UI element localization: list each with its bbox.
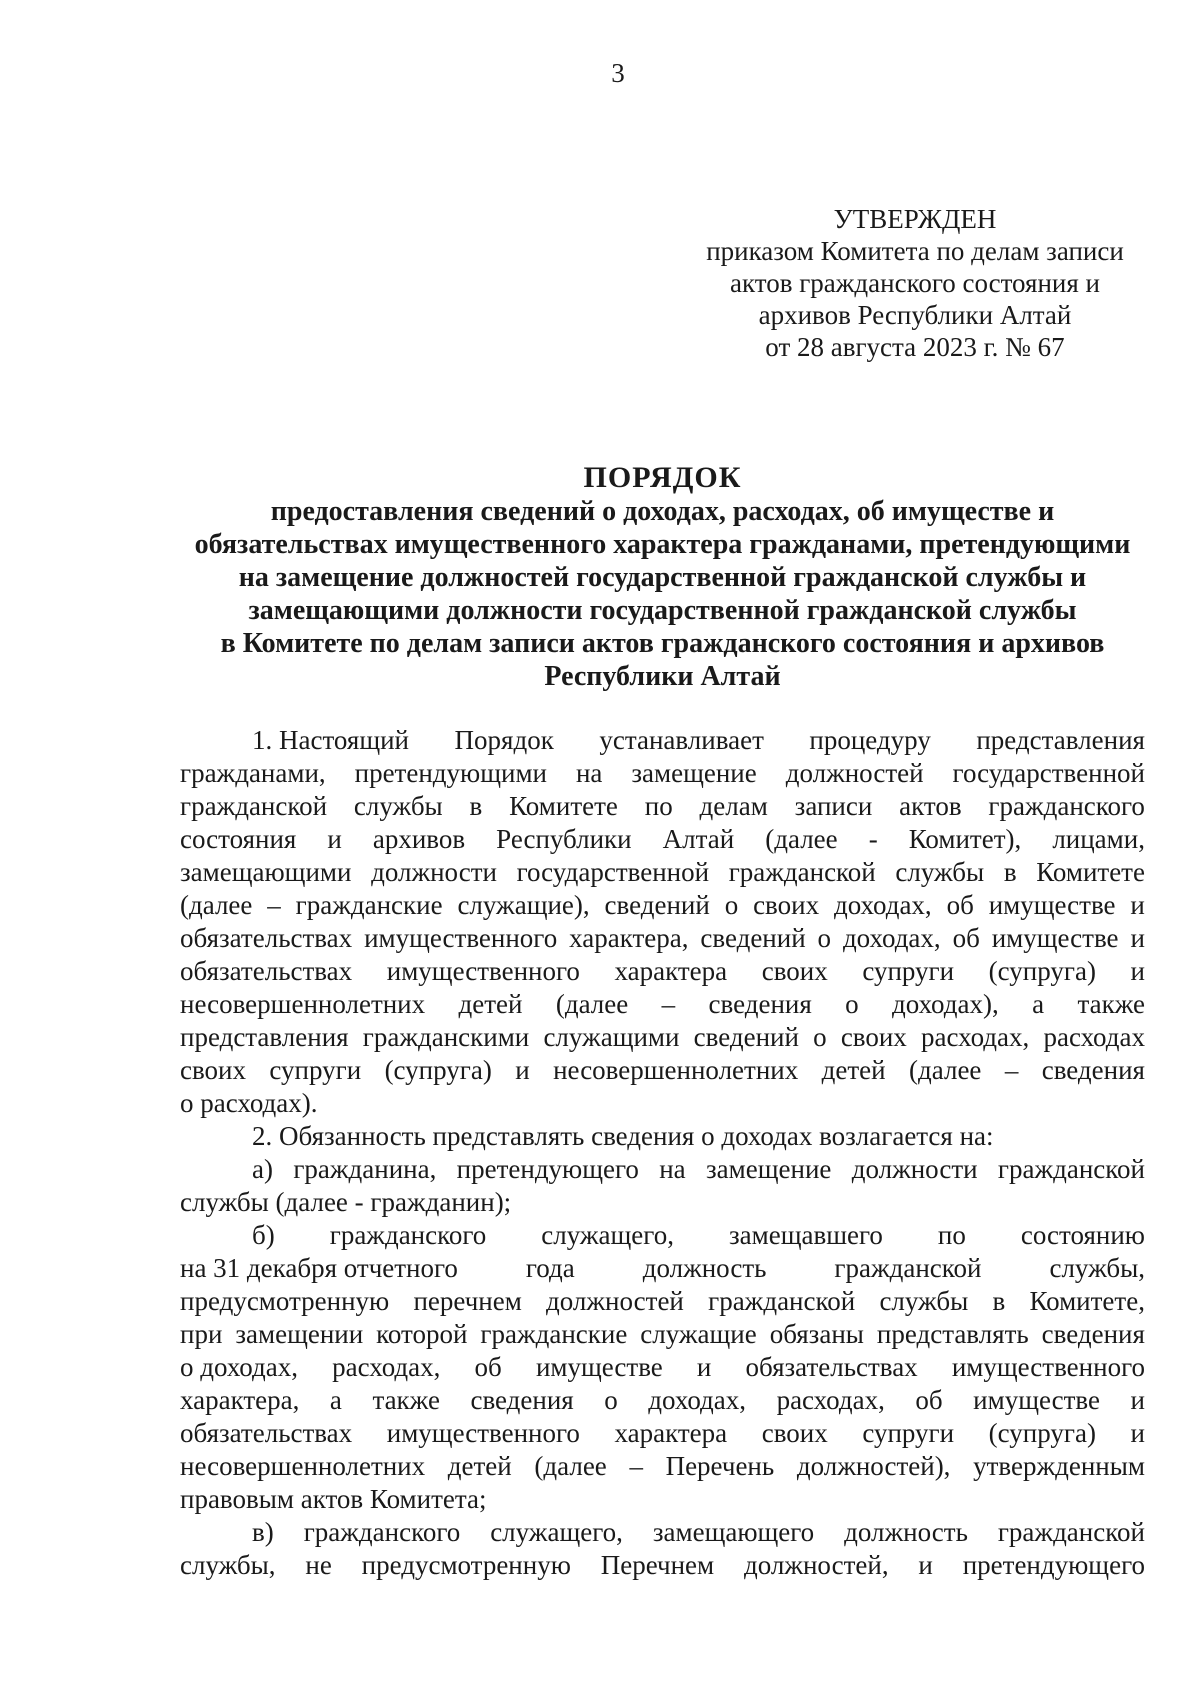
body-word: супруги: [862, 1418, 955, 1448]
body-word: супруги: [269, 1055, 362, 1085]
body-word: гражданские: [295, 890, 443, 920]
body-word: перечнем: [413, 1286, 522, 1316]
body-word: –: [629, 1451, 643, 1481]
body-word: на: [575, 758, 603, 788]
body-word: служащего,: [490, 1517, 623, 1547]
body-word: претендующими: [354, 758, 547, 788]
body-line: [180, 1120, 1145, 1153]
body-word: расходах: [1043, 1022, 1145, 1052]
body-word: при: [180, 1319, 223, 1349]
body-word: обязаны: [769, 1319, 864, 1349]
body-word: Алтай: [662, 824, 735, 854]
body-word: должность: [844, 1517, 968, 1547]
body-word: гражданского: [329, 1220, 487, 1250]
document-title: [180, 461, 1145, 693]
body-word: Комитете,: [1029, 1286, 1145, 1316]
body-word: должность: [642, 1253, 767, 1283]
body-word: доходах,: [833, 890, 932, 920]
title-line: замещающими должности государственной гражданской службы: [248, 595, 1077, 626]
body-line: [180, 1417, 1145, 1450]
body-word: и: [1130, 890, 1145, 920]
approval-line: от 28 августа 2023 г. № 67: [765, 332, 1065, 362]
body-word: (супруга): [384, 1055, 492, 1085]
body-word: претендующего: [962, 1550, 1145, 1580]
body-word: государственной: [952, 758, 1145, 788]
body-word: замещающего: [652, 1517, 815, 1547]
body-word: процедуру: [809, 725, 931, 755]
body-line: [180, 988, 1145, 1021]
body-line: [180, 1021, 1145, 1054]
approval-line: актов гражданского состояния и: [730, 268, 1100, 298]
body-word: утвержденным: [973, 1451, 1145, 1481]
body-word: –: [661, 989, 676, 1019]
body-line: [180, 1252, 1145, 1285]
body-word: об: [952, 923, 980, 953]
body-word: должностей),: [796, 1451, 951, 1481]
body-word: лицами,: [1052, 824, 1145, 854]
body-word: сведений: [693, 1022, 799, 1052]
body-word: замещении: [235, 1319, 364, 1349]
body-word: –: [1004, 1055, 1019, 1085]
body-line: [180, 922, 1145, 955]
body-word: гражданской: [997, 1154, 1145, 1184]
body-word: служащими: [543, 1022, 680, 1052]
approval-line: приказом Комитета по делам записи: [706, 236, 1124, 266]
body-word: своих: [840, 1022, 907, 1052]
body-word: представлять: [876, 1319, 1029, 1349]
body-word: гражданского: [988, 791, 1145, 821]
body-word: и: [1130, 1418, 1145, 1448]
body-word: (далее: [534, 1451, 607, 1481]
body-word: службы: [353, 791, 443, 821]
body-word: (далее: [765, 824, 838, 854]
body-word: претендующего: [456, 1154, 639, 1184]
body-word: о: [604, 1385, 618, 1415]
title-line: в Комитете по делам записи актов гражданского состояния и архивов: [220, 628, 1105, 659]
body-word: сведения: [470, 1385, 574, 1415]
body-word: детей: [458, 989, 523, 1019]
body-word: своих: [761, 1418, 828, 1448]
body-word: замещение: [631, 758, 757, 788]
body-word: Порядок: [454, 725, 554, 755]
body-word: доходах),: [892, 989, 999, 1019]
body-word: гражданской: [180, 791, 328, 821]
body-word: обязательствах: [180, 1418, 353, 1448]
body-word: и: [1130, 1385, 1145, 1415]
body-word: также: [372, 1385, 440, 1415]
body-word: представления: [180, 1022, 349, 1052]
title-line: на замещение должностей государственной гражданской службы и: [238, 562, 1087, 593]
body-word: в: [1003, 857, 1017, 887]
body-word: в): [252, 1517, 274, 1547]
body-word: а: [1032, 989, 1045, 1019]
body-word: детей: [447, 1451, 512, 1481]
body-word: года: [525, 1253, 575, 1283]
body-line: [180, 1054, 1145, 1087]
body-word: гражданами,: [180, 758, 326, 788]
body-word: служащие: [640, 1319, 757, 1349]
body-word: о: [813, 1022, 827, 1052]
body-word: и: [1130, 956, 1145, 986]
body-word: несовершеннолетних: [180, 989, 426, 1019]
body-word: своих: [761, 956, 828, 986]
body-word: делам: [699, 791, 768, 821]
body-word: несовершеннолетних: [553, 1055, 799, 1085]
body-word: имуществе: [535, 1352, 663, 1382]
body-word: состоянию: [1020, 1220, 1145, 1250]
body-word: характера: [614, 956, 728, 986]
body-line: [180, 724, 1145, 757]
body-word: должностей: [785, 758, 924, 788]
body-word: в: [469, 791, 483, 821]
approval-line: архивов Республики Алтай: [758, 300, 1072, 330]
body-word: имущественного: [364, 923, 558, 953]
body-word: Перечнем: [600, 1550, 715, 1580]
body-word: (далее: [555, 989, 629, 1019]
body-line: [180, 1087, 1145, 1120]
body-word: сведения: [708, 989, 812, 1019]
body-word: доходах,: [842, 923, 941, 953]
body-word: а: [329, 1385, 342, 1415]
body-word: должностей: [546, 1286, 684, 1316]
body-word: сведений: [700, 923, 806, 953]
body-line: [180, 1384, 1145, 1417]
body-word: и: [327, 824, 342, 854]
body-word: своих: [753, 890, 820, 920]
body-word: гражданскими: [362, 1022, 530, 1052]
body-word: расходах,: [776, 1385, 885, 1415]
approval-line: УТВЕРЖДЕН: [833, 204, 997, 234]
body-line: [180, 790, 1145, 823]
body-word: служащие),: [457, 890, 590, 920]
title-line: обязательствах имущественного характера гражданами, претендующими: [194, 529, 1131, 560]
body-word: представления: [976, 725, 1145, 755]
body-word: расходах,: [332, 1352, 441, 1382]
body-word: об: [474, 1352, 502, 1382]
body-word: (далее: [909, 1055, 982, 1085]
title-heading: ПОРЯДОК: [583, 461, 742, 494]
body-word: замещающими: [180, 857, 352, 887]
body-word: устанавливает: [599, 725, 764, 755]
body-word: должности: [851, 1154, 978, 1184]
body-line: [180, 1153, 1145, 1186]
body-line: [180, 1285, 1145, 1318]
title-line: предоставления сведений о доходах, расходах, об имуществе и: [270, 496, 1055, 527]
body-word: Комитете: [509, 791, 618, 821]
body-word: службы,: [1049, 1253, 1145, 1283]
body-word: Комитете: [1036, 857, 1145, 887]
body-word: характера: [614, 1418, 728, 1448]
body-word: о: [817, 923, 832, 953]
body-word: замещение: [706, 1154, 832, 1184]
body-word: об: [946, 890, 974, 920]
body-word: служащего,: [541, 1220, 674, 1250]
body-word: о: [724, 890, 739, 920]
page-number: 3: [611, 58, 625, 88]
body-word: о доходах,: [180, 1352, 298, 1382]
body-word: гражданской: [834, 1253, 982, 1283]
body-word: имуществе: [991, 923, 1119, 953]
body-word: супруги: [862, 956, 955, 986]
body-word: службы,: [180, 1550, 276, 1580]
body-word: -: [868, 824, 878, 854]
body-word: Комитет),: [908, 824, 1022, 854]
body-word: (супруга): [988, 956, 1096, 986]
body-line: [180, 1483, 1145, 1516]
body-word: службы: [879, 1286, 969, 1316]
body-word: предусмотренную: [180, 1286, 390, 1316]
approval-block: [690, 203, 1140, 363]
body-text: [180, 724, 1145, 1582]
body-word: (супруга): [988, 1418, 1096, 1448]
body-word: имущественного: [386, 1418, 580, 1448]
body-word: характера,: [569, 923, 689, 953]
body-line: [180, 889, 1145, 922]
body-word: 2. Обязанность представлять сведения о доходах возлагается на:: [252, 1121, 994, 1151]
body-word: а): [252, 1154, 273, 1184]
body-word: обязательствах: [180, 956, 353, 986]
body-word: имуществе: [973, 1385, 1100, 1415]
body-word: своих: [180, 1055, 246, 1085]
body-word: гражданские: [480, 1319, 628, 1349]
body-word: о расходах).: [180, 1088, 318, 1118]
body-line: [180, 1318, 1145, 1351]
title-line: Республики Алтай: [544, 661, 781, 692]
body-word: на: [659, 1154, 686, 1184]
body-word: государственной: [516, 857, 710, 887]
body-word: характера,: [180, 1385, 300, 1415]
body-word: б): [252, 1220, 275, 1250]
body-word: в: [992, 1286, 1006, 1316]
body-word: и: [918, 1550, 933, 1580]
body-word: об: [915, 1385, 943, 1415]
body-line: [180, 1516, 1145, 1549]
body-line: [180, 1186, 1145, 1219]
body-word: гражданского: [303, 1517, 461, 1547]
body-line: [180, 757, 1145, 790]
body-word: имущественного: [951, 1352, 1145, 1382]
body-word: которой: [376, 1319, 468, 1349]
body-word: гражданской: [728, 857, 876, 887]
body-line: [180, 856, 1145, 889]
body-word: расходах,: [921, 1022, 1030, 1052]
body-word: 1. Настоящий: [252, 725, 410, 755]
body-word: по: [937, 1220, 966, 1250]
body-word: состояния: [180, 824, 297, 854]
body-word: на 31 декабря отчетного: [180, 1253, 458, 1283]
body-word: должностей,: [743, 1550, 889, 1580]
body-word: по: [644, 791, 673, 821]
body-word: обязательствах: [745, 1352, 918, 1382]
body-word: Перечень: [665, 1451, 775, 1481]
body-line: [180, 1351, 1145, 1384]
body-word: замещавшего: [728, 1220, 883, 1250]
body-word: имуществе: [988, 890, 1116, 920]
body-word: службы: [895, 857, 985, 887]
body-word: имущественного: [386, 956, 580, 986]
body-word: и: [515, 1055, 530, 1085]
body-word: гражданской: [708, 1286, 856, 1316]
body-word: службы (далее - гражданин);: [180, 1187, 512, 1217]
body-word: должности: [371, 857, 497, 887]
body-word: гражданской: [997, 1517, 1145, 1547]
body-word: и: [1130, 923, 1145, 953]
body-word: актов: [899, 791, 962, 821]
body-line: [180, 1450, 1145, 1483]
body-line: [180, 1549, 1145, 1582]
body-word: детей: [821, 1055, 886, 1085]
body-word: сведения: [1041, 1055, 1145, 1085]
body-word: правовым актов Комитета;: [180, 1484, 487, 1514]
body-word: сведения: [1041, 1319, 1145, 1349]
body-line: [180, 1219, 1145, 1252]
body-word: о: [845, 989, 859, 1019]
body-line: [180, 955, 1145, 988]
body-word: обязательствах: [180, 923, 353, 953]
body-word: гражданина,: [293, 1154, 437, 1184]
body-word: доходах,: [648, 1385, 747, 1415]
body-word: архивов: [372, 824, 466, 854]
body-word: также: [1077, 989, 1145, 1019]
body-word: не: [305, 1550, 332, 1580]
body-word: –: [267, 890, 281, 920]
body-word: и: [696, 1352, 712, 1382]
body-word: несовершеннолетних: [180, 1451, 426, 1481]
body-word: (далее: [180, 890, 253, 920]
body-word: записи: [794, 791, 873, 821]
body-word: сведений: [604, 890, 710, 920]
body-word: предусмотренную: [361, 1550, 571, 1580]
body-line: [180, 823, 1145, 856]
body-word: Республики: [496, 824, 632, 854]
